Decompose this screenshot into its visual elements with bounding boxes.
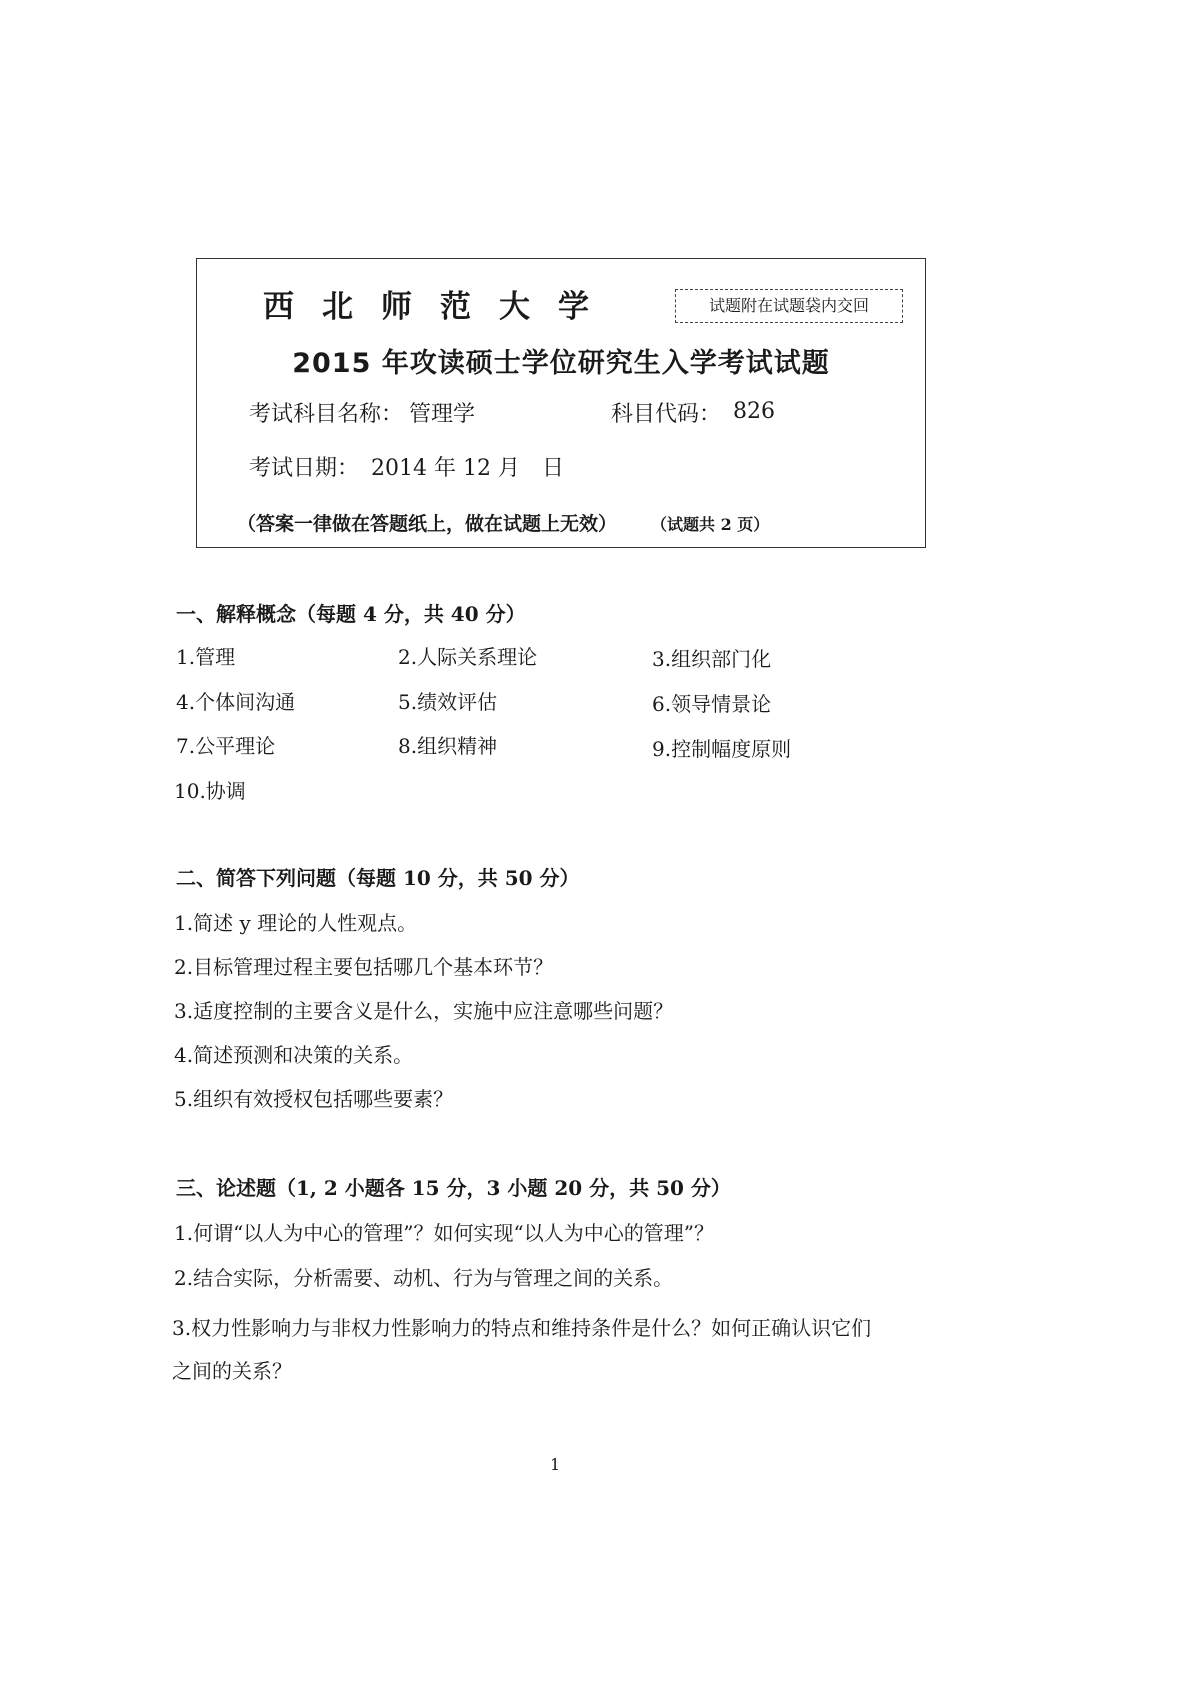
essay-item: 3.权力性影响力与非权力性影响力的特点和维持条件是什么？如何正确认识它们	[172, 1316, 872, 1340]
answer-note: （答案一律做在答题纸上，做在试题上无效）	[237, 513, 618, 535]
concept-item: 7.公平理论	[176, 734, 276, 758]
question-item: 1.简述 y 理论的人性观点。	[174, 911, 418, 935]
concept-item: 3.组织部门化	[652, 647, 772, 671]
subject-label: 考试科目名称：	[249, 402, 404, 427]
question-item: 5.组织有效授权包括哪些要素？	[174, 1087, 454, 1111]
essay-item: 1.何谓“以人为中心的管理”？如何实现“以人为中心的管理”？	[174, 1221, 714, 1245]
answer-note-line	[237, 509, 769, 536]
exam-date-value: 2014 年 12 月 日	[371, 456, 564, 481]
concept-item: 4.个体间沟通	[176, 690, 296, 714]
subject-name: 管理学	[409, 402, 476, 427]
concept-item: 2.人际关系理论	[398, 645, 538, 669]
concept-item: 6.领导情景论	[652, 692, 772, 716]
exam-header-box	[196, 258, 926, 548]
concept-item: 1.管理	[176, 645, 236, 669]
exam-date-label: 考试日期：	[249, 456, 360, 481]
pages-note: （试题共 2 页）	[659, 515, 770, 534]
section-3-title: 三、论述题（1, 2 小题各 15 分，3 小题 20 分，共 50 分）	[176, 1176, 731, 1200]
question-item: 2.目标管理过程主要包括哪几个基本环节？	[174, 955, 554, 979]
essay-item: 2.结合实际，分析需要、动机、行为与管理之间的关系。	[174, 1266, 674, 1290]
essay-item-continued: 之间的关系？	[172, 1359, 292, 1383]
section-2-title: 二、简答下列问题（每题 10 分，共 50 分）	[176, 866, 580, 890]
exam-title: 2015 年攻读硕士学位研究生入学考试试题	[292, 348, 830, 379]
concept-item: 5.绩效评估	[398, 690, 498, 714]
subject-code-value: 826	[733, 399, 775, 424]
return-note: 试题附在试题袋内交回	[675, 289, 903, 323]
concept-item: 8.组织精神	[398, 734, 498, 758]
question-item: 4.简述预测和决策的关系。	[174, 1043, 414, 1067]
section-1-title: 一、解释概念（每题 4 分，共 40 分）	[176, 602, 526, 626]
page-number: 1	[550, 1455, 561, 1474]
university-name: 西北师范大学	[263, 289, 617, 325]
subject-code-label: 科目代码：	[611, 402, 722, 427]
question-item: 3.适度控制的主要含义是什么，实施中应注意哪些问题？	[174, 999, 674, 1023]
concept-item: 10.协调	[174, 779, 246, 803]
concept-item: 9.控制幅度原则	[652, 737, 792, 761]
